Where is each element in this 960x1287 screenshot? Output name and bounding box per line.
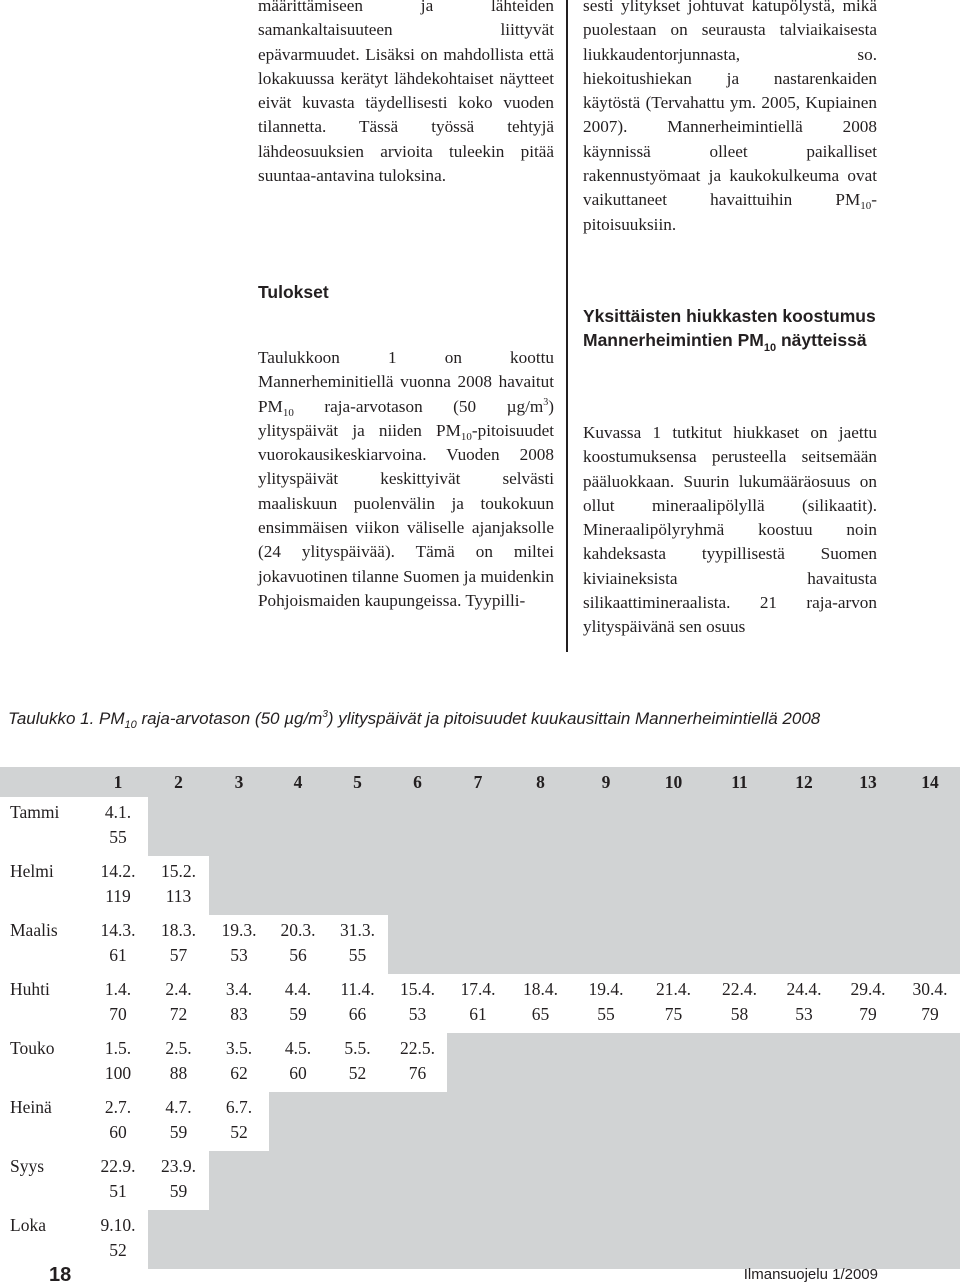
empty-cell [447, 1210, 509, 1269]
empty-cell [327, 1092, 388, 1151]
exceedance-cell [88, 974, 148, 1033]
exceedance-date: 21.4. [656, 979, 691, 999]
exceedance-value: 66 [348, 1004, 367, 1024]
empty-cell [900, 856, 960, 915]
empty-cell [836, 797, 900, 856]
exceedance-cell [148, 856, 209, 915]
empty-cell [707, 797, 772, 856]
month-label: Helmi [0, 856, 88, 915]
empty-cell [388, 1151, 447, 1210]
exceedance-value: 52 [230, 1122, 248, 1142]
empty-cell [388, 915, 447, 974]
empty-cell [707, 1151, 772, 1210]
exceedance-value: 72 [169, 1004, 188, 1024]
empty-cell [388, 1092, 447, 1151]
exceedance-date: 2.7. [104, 1097, 132, 1117]
empty-cell [447, 1151, 509, 1210]
exceedance-cell [327, 974, 388, 1033]
exceedance-value: 55 [109, 827, 127, 847]
empty-cell [269, 1151, 327, 1210]
month-label: Touko [0, 1033, 88, 1092]
empty-cell [572, 1092, 640, 1151]
empty-cell [900, 915, 960, 974]
empty-cell [209, 1210, 269, 1269]
exceedance-cell [209, 1092, 269, 1151]
exceedance-date: 22.5. [400, 1038, 435, 1058]
exceedance-cell [900, 974, 960, 1033]
exceedance-date: 20.3. [280, 920, 316, 940]
exceedance-value: 79 [921, 1004, 939, 1024]
empty-cell [447, 1092, 509, 1151]
empty-cell [640, 915, 707, 974]
exceedance-cell [209, 974, 269, 1033]
column-header: 14 [900, 767, 960, 797]
exceedance-value: 57 [169, 945, 188, 965]
exceedance-value: 58 [730, 1004, 749, 1024]
empty-cell [707, 856, 772, 915]
column-divider [566, 0, 568, 652]
exceedance-date: 30.4. [912, 979, 948, 999]
exceedance-value: 59 [289, 1004, 307, 1024]
exceedance-value: 53 [230, 945, 248, 965]
table-row [0, 1033, 960, 1092]
empty-cell [388, 797, 447, 856]
exceedance-value: 51 [109, 1181, 127, 1201]
empty-cell [900, 797, 960, 856]
exceedance-value: 56 [289, 945, 307, 965]
empty-cell [447, 915, 509, 974]
exceedance-date: 15.4. [400, 979, 435, 999]
exceedance-date: 2.4. [165, 979, 192, 999]
empty-cell [269, 1092, 327, 1151]
exceedance-value: 59 [169, 1181, 188, 1201]
empty-cell [269, 856, 327, 915]
empty-cell [640, 1092, 707, 1151]
empty-cell [509, 1092, 572, 1151]
exceedance-date: 19.4. [588, 979, 624, 999]
empty-cell [509, 1210, 572, 1269]
exceedance-value: 70 [109, 1004, 127, 1024]
exceedance-cell [88, 856, 148, 915]
table-row [0, 1151, 960, 1210]
exceedance-date: 18.4. [523, 979, 558, 999]
exceedance-date: 4.7. [165, 1097, 192, 1117]
exceedance-value: 62 [230, 1063, 248, 1083]
month-label: Loka [0, 1210, 88, 1269]
tulokset-paragraph: Taulukkoon 1 on koottu Mannerheminitiellä vuonna 2008 havaitut $PM_{10}$ raja-arvotason (50 $\mu g/m^3$) ylityspäivät ja niiden $PM_{10}$-pitoisuudet vuorokausikeskiarvoina. Vuoden 2008 ylityspäivät keskittyivät selvästi maaliskuun puolenvälin ja toukokuun ensimmäisen viikon väliselle ajanjaksolle (24 ylityspäivää). Tämä on miltei jokavuotinen tilanne Suomen ja muidenkin Pohjoismaiden kaupungeissa. Tyypilli- [258, 348, 554, 610]
empty-cell [707, 1210, 772, 1269]
empty-cell [640, 797, 707, 856]
empty-cell [640, 856, 707, 915]
month-label: Huhti [0, 974, 88, 1033]
exceedance-table [0, 767, 960, 1269]
empty-cell [572, 797, 640, 856]
empty-cell [209, 797, 269, 856]
exceedance-cell [88, 1210, 148, 1269]
exceedance-table-background [0, 767, 960, 1260]
empty-cell [327, 1151, 388, 1210]
column-header: 6 [388, 767, 447, 797]
exceedance-value: 52 [348, 1063, 367, 1083]
empty-cell [836, 1033, 900, 1092]
exceedance-cell [209, 1033, 269, 1092]
page-number: 18 [49, 1264, 72, 1286]
column-header: 1 [88, 767, 148, 797]
exceedance-date: 18.3. [161, 920, 196, 940]
exceedance-date: 24.4. [786, 979, 822, 999]
exceedance-cell [269, 1033, 327, 1092]
empty-cell [772, 797, 836, 856]
empty-cell [772, 1151, 836, 1210]
exceedance-cell [836, 974, 900, 1033]
exceedance-value: 83 [230, 1004, 248, 1024]
exceedance-value: 53 [795, 1004, 813, 1024]
empty-cell [900, 1092, 960, 1151]
intro-paragraph: määrittämiseen ja lähteiden samankaltaisuuteen liittyvät epävarmuudet. Lisäksi on mahdollista että lokakuussa kerätyt lähdekohtaiset näytteet eivät kuvasta täydellisesti koko vuoden tilannetta. Tässä työssä tehtyjä lähdeosuuksien arvioita tuleekin pitää suuntaa-antavina tuloksina. [258, 0, 554, 186]
exceedance-value: 52 [109, 1240, 127, 1260]
exceedance-cell [572, 974, 640, 1033]
exceedance-cell [327, 915, 388, 974]
exceedance-cell [88, 797, 148, 856]
empty-cell [572, 1210, 640, 1269]
month-label: Maalis [0, 915, 88, 974]
empty-cell [640, 1033, 707, 1092]
exceedance-cell [88, 1092, 148, 1151]
exceedance-cell [509, 974, 572, 1033]
exceedance-date: 4.5. [284, 1038, 312, 1058]
exceedance-date: 3.5. [225, 1038, 253, 1058]
exceedance-cell [88, 1151, 148, 1210]
exceedance-date: 3.4. [225, 979, 253, 999]
month-label: Tammi [0, 797, 88, 856]
exceedance-date: 22.4. [722, 979, 757, 999]
exceedance-cell [640, 974, 707, 1033]
table-row [0, 856, 960, 915]
exceedance-value: 65 [531, 1004, 550, 1024]
left-column-intro [258, 0, 554, 188]
month-label: Syys [0, 1151, 88, 1210]
column-header: 9 [572, 767, 640, 797]
empty-cell [388, 1210, 447, 1269]
exceedance-value: 55 [597, 1004, 615, 1024]
exceedance-value: 61 [109, 945, 127, 965]
exceedance-value: 76 [408, 1063, 427, 1083]
empty-cell [148, 797, 209, 856]
exceedance-cell [88, 915, 148, 974]
empty-cell [640, 1210, 707, 1269]
exceedance-value: 60 [289, 1063, 307, 1083]
empty-cell [572, 915, 640, 974]
column-header: 11 [707, 767, 772, 797]
exceedance-value: 60 [109, 1122, 127, 1142]
exceedance-cell [388, 974, 447, 1033]
koostumus-paragraph: Kuvassa 1 tutkitut hiukkaset on jaettu koostumuksensa perusteella seitsemään pääluokkaan. Suurin lukumääräosuus on ollut mineraalipölyllä (silikaatit). Mineraalipölyryhmä koostuu noin kahdeksasta tyypillisestä Suomen kiviaineksista havaitusta silikaattimineraalista. 21 raja-arvon ylityspäivänä sen osuus [583, 423, 877, 637]
empty-cell [209, 1151, 269, 1210]
empty-cell [209, 856, 269, 915]
exceedance-date: 5.5. [344, 1038, 371, 1058]
exceedance-cell [148, 1151, 209, 1210]
exceedance-value: 59 [169, 1122, 188, 1142]
exceedance-date: 29.4. [850, 979, 886, 999]
empty-cell [509, 856, 572, 915]
exceedance-date: 9.10. [100, 1215, 136, 1235]
exceedance-cell [148, 1092, 209, 1151]
exceedance-value: 55 [348, 945, 367, 965]
exceedance-cell [269, 974, 327, 1033]
exceedance-date: 6.7. [225, 1097, 253, 1117]
exceedance-value: 113 [165, 886, 192, 906]
right-column-intro [583, 0, 877, 237]
empty-cell [900, 1033, 960, 1092]
empty-cell [640, 1151, 707, 1210]
table-corner [0, 767, 88, 797]
column-header: 12 [772, 767, 836, 797]
exceedance-date: 11.4. [340, 979, 375, 999]
exceedance-date: 17.4. [460, 979, 496, 999]
exceedance-date: 31.3. [340, 920, 375, 940]
empty-cell [269, 1210, 327, 1269]
exceedance-date: 4.4. [284, 979, 312, 999]
exceedance-date: 15.2. [161, 861, 196, 881]
section-heading-tulokset: Tulokset [258, 282, 329, 302]
empty-cell [707, 1033, 772, 1092]
empty-cell [269, 797, 327, 856]
right-top-paragraph: sesti ylitykset johtuvat katupölystä, mikä puolestaan on seurausta talviaikaisesta liukkaudentorjunnasta, so. hiekoitushiekan ja nastarenkaiden käytöstä (Tervahattu ym. 2005, Kupiainen 2007). Mannerheimintiellä 2008 käynnissä olleet paikalliset rakennustyömaat ja kaukokulkeuma ovat vaikuttaneet havaittuihin $PM_{10}$-pitoisuuksiin. [583, 0, 877, 234]
empty-cell [148, 1210, 209, 1269]
column-header: 8 [509, 767, 572, 797]
table-row [0, 915, 960, 974]
table-header-row [0, 767, 960, 797]
exceedance-value: 53 [408, 1004, 427, 1024]
table-row [0, 974, 960, 1033]
empty-cell [772, 856, 836, 915]
table-row [0, 1092, 960, 1151]
exceedance-cell [772, 974, 836, 1033]
exceedance-cell [209, 915, 269, 974]
month-label: Heinä [0, 1092, 88, 1151]
empty-cell [836, 1092, 900, 1151]
empty-cell [772, 1210, 836, 1269]
exceedance-value: 75 [664, 1004, 683, 1024]
column-header: 7 [447, 767, 509, 797]
exceedance-date: 22.9. [100, 1156, 136, 1176]
empty-cell [388, 856, 447, 915]
exceedance-cell [327, 1033, 388, 1092]
exceedance-date: 14.3. [100, 920, 136, 940]
exceedance-value: 100 [104, 1063, 132, 1083]
empty-cell [836, 1210, 900, 1269]
exceedance-value: 79 [859, 1004, 877, 1024]
empty-cell [509, 1151, 572, 1210]
empty-cell [572, 856, 640, 915]
column-header: 2 [148, 767, 209, 797]
empty-cell [836, 856, 900, 915]
empty-cell [707, 1092, 772, 1151]
exceedance-value: 61 [469, 1004, 487, 1024]
empty-cell [572, 1033, 640, 1092]
exceedance-date: 14.2. [100, 861, 136, 881]
table-row [0, 1210, 960, 1269]
empty-cell [572, 1151, 640, 1210]
column-header: 5 [327, 767, 388, 797]
empty-cell [447, 856, 509, 915]
exceedance-date: 4.1. [104, 802, 132, 822]
empty-cell [447, 797, 509, 856]
exceedance-cell [707, 974, 772, 1033]
exceedance-cell [447, 974, 509, 1033]
empty-cell [900, 1210, 960, 1269]
empty-cell [836, 915, 900, 974]
exceedance-value: 88 [169, 1063, 188, 1083]
exceedance-date: 1.4. [104, 979, 132, 999]
empty-cell [836, 1151, 900, 1210]
publication-footer: Ilmansuojelu 1/2009 [743, 1266, 878, 1283]
column-header: 3 [209, 767, 269, 797]
empty-cell [447, 1033, 509, 1092]
exceedance-cell [148, 915, 209, 974]
empty-cell [509, 1033, 572, 1092]
empty-cell [900, 1151, 960, 1210]
exceedance-cell [388, 1033, 447, 1092]
exceedance-date: 1.5. [104, 1038, 132, 1058]
empty-cell [327, 1210, 388, 1269]
empty-cell [327, 856, 388, 915]
exceedance-value: 119 [105, 886, 131, 906]
column-header: 10 [640, 767, 707, 797]
exceedance-cell [88, 1033, 148, 1092]
empty-cell [509, 797, 572, 856]
empty-cell [772, 1033, 836, 1092]
exceedance-date: 2.5. [165, 1038, 192, 1058]
section-heading-koostumus: Yksittäisten hiukkasten koostumus Mannerheimintien $PM_{10}$ näytteissä [583, 306, 876, 354]
empty-cell [327, 797, 388, 856]
empty-cell [772, 915, 836, 974]
exceedance-date: 23.9. [161, 1156, 196, 1176]
exceedance-cell [148, 1033, 209, 1092]
empty-cell [509, 915, 572, 974]
column-header: 13 [836, 767, 900, 797]
exceedance-cell [269, 915, 327, 974]
exceedance-date: 19.3. [221, 920, 257, 940]
table-row [0, 797, 960, 856]
exceedance-cell [148, 974, 209, 1033]
empty-cell [707, 915, 772, 974]
column-header: 4 [269, 767, 327, 797]
empty-cell [772, 1092, 836, 1151]
table-caption: Taulukko 1. $PM_{10}$ raja-arvotason (50 $\mu g/m^3$) ylityspäivät ja pitoisuudet kuukausittain Mannerheimintiellä 2008 [8, 709, 821, 731]
